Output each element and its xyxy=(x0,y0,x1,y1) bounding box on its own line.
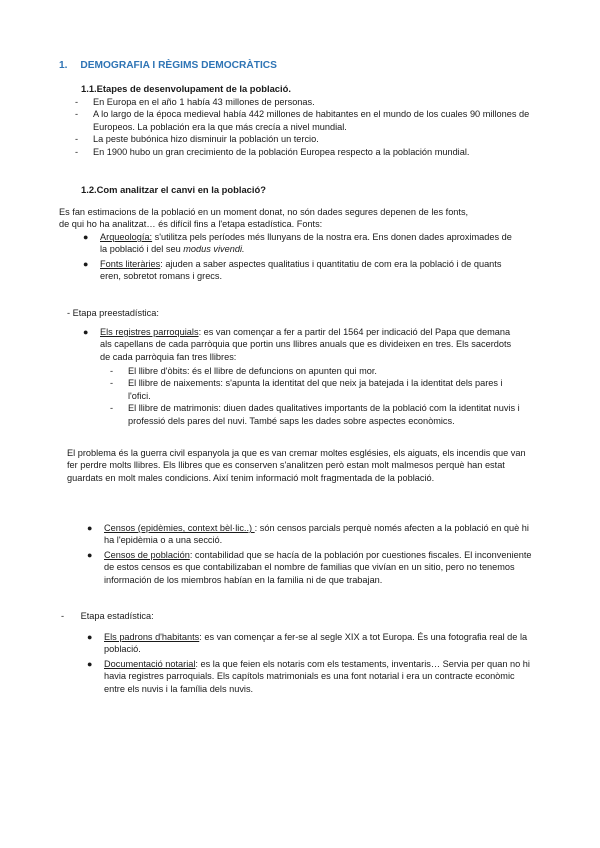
list-item: ● Els registres parroquials: es van començar a fer a partir del 1564 per indicació del Papa que demana als capellans de cada parròquia que portin uns llibres anuals que es divideixen en tres. Els sacerdots de cada parròquia fan tres llibres: xyxy=(83,327,512,362)
stage-label-estadistica: - Etapa estadística: xyxy=(61,611,154,621)
list-item: - En 1900 hubo un gran crecimiento de la población Europea respecto a la población mundial. xyxy=(75,146,470,157)
list-item: ● Censos de población: contabilidad que se hacía de la población por cuestiones fiscales. El inconveniente de estos censos es que contabilizaban el nombre de familias que vivían en un sitio, pero no tenemos información de los miembros habían en la familia ni de que trabajan. xyxy=(87,549,532,585)
bullet-icon: ● xyxy=(87,658,93,669)
subsection-title-1-1: 1.1.Etapes de desenvolupament de la població. xyxy=(81,83,291,94)
sources-list xyxy=(83,231,520,283)
bullet-icon: ● xyxy=(87,523,93,533)
list-item: ● Censos (epidèmies, context bèl·lic..) : són censos parcials perquè només afecten a la població en què hi ha l'epidèmia o a una secció. xyxy=(87,523,529,546)
statistical-sources xyxy=(87,631,534,695)
list-item: - El llibre de naixements: s'apunta la identitat del que neix ja batejada i la identitat dels pares i l'ofici. xyxy=(110,378,503,401)
bullet-icon: ● xyxy=(87,549,93,560)
bullet-icon: ● xyxy=(83,327,89,337)
heading-text: DEMOGRAFIA I RÈGIMS DEMOCRÀTICS xyxy=(80,60,277,71)
problem-paragraph: El problema és la guerra civil espanyola ja que es van cremar moltes esglésies, els aiguats, els incendis que van fer perdre molts llibres. Els llibres que es conserven s'analitzen però estan molt malmesos perquè han estat guardats en molt males condicions. Així tenim informació molt fragmentada de la població. xyxy=(67,448,526,483)
bullet-icon: ● xyxy=(83,232,89,242)
list-item: ● Arqueología: s'utilitza pels períodes més llunyans de la nostra era. Ens donen dades aproximades de la població i del seu modus vivendi. xyxy=(83,232,512,255)
subsection-title-1-2: 1.2.Com analitzar el canvi en la població? xyxy=(81,184,266,195)
stage-label-preestadistica: - Etapa preestadística: xyxy=(67,308,159,318)
section-heading xyxy=(59,60,277,72)
list-1-1 xyxy=(75,96,533,158)
parish-registers xyxy=(83,326,518,363)
list-item: - La peste bubónica hizo disminuir la población un tercio. xyxy=(75,134,319,145)
list-item: - El llibre d'òbits: és el llibre de defuncions on apunten qui mor. xyxy=(110,366,377,376)
list-item: ● Els padrons d'habitants: es van començar a fer-se al segle XIX a tot Europa. És una fotografia real de la població. xyxy=(87,632,528,655)
list-item: - En Europa en el año 1 había 43 millones de personas. xyxy=(75,97,315,107)
intro-paragraph: Es fan estimacions de la població en un moment donat, no són dades segures depenen de les fonts, de qui ho ha analitzat… és difícil fins a l'etapa estadística. Fonts: xyxy=(59,207,469,230)
list-item: ● Fonts literàries: ajuden a saber aspectes qualitatius i quantitatiu de com era la població i de quants eren, sobretot romans i grecs. xyxy=(83,258,502,282)
heading-number: 1. xyxy=(59,60,68,71)
list-item: - A lo largo de la época medieval había 442 millones de habitantes en el mundo de los cuales 90 millones de Europeos. La población era la que más crecía a nivel mundial. xyxy=(75,109,530,132)
books-list xyxy=(110,365,520,427)
bullet-icon: ● xyxy=(87,632,93,642)
census-list xyxy=(87,522,534,586)
bullet-icon: ● xyxy=(83,258,89,269)
list-item: ● Documentació notarial: es la que feien els notaris com els testaments, inventaris… Servia per quan no hi havia registres parroquials. Els capítols matrimonials es una font notarial i era un contracte econòmic entre els nuvis i la família dels nuvis. xyxy=(87,658,530,694)
list-item: - El llibre de matrimonis: diuen dades qualitatives importants de la població com la identitat nuvis i professió dels pares del nuvi. També saps les dades sobre aspectes econòmics. xyxy=(110,403,520,426)
